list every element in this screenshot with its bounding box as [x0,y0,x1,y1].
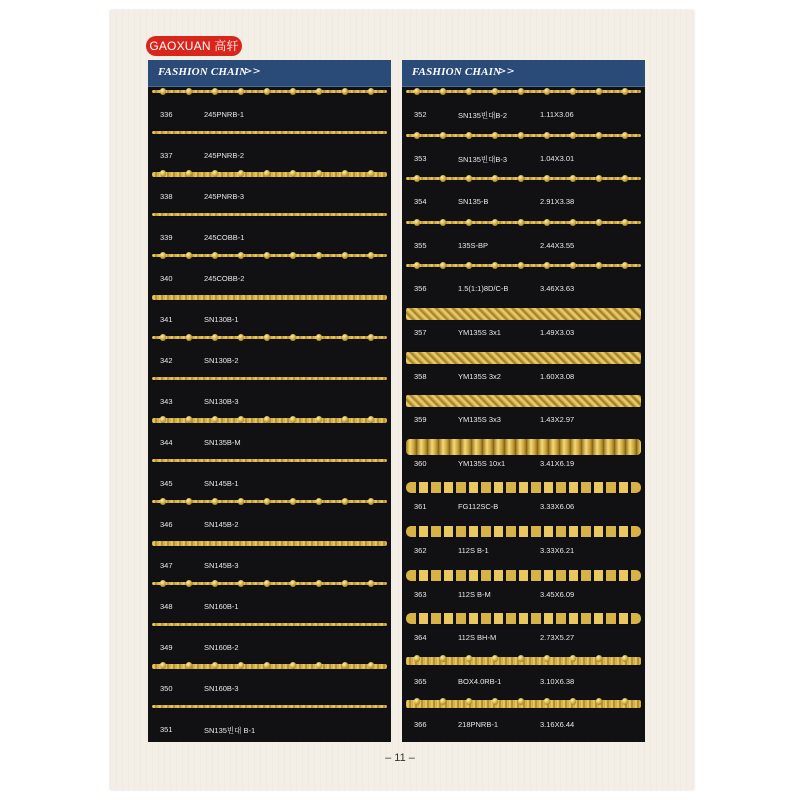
item-code: BOX4.0RB-1 [458,676,502,686]
item-number: 355 [414,240,427,250]
chain-bead [342,498,348,505]
brand-logo: GAOXUAN 高轩 [146,36,242,56]
chain-item [402,522,645,566]
chain-bead [368,416,374,423]
chain-bead [414,655,420,662]
chain-bead [316,170,322,177]
chain-bead [466,698,472,705]
chain-bead [544,698,550,705]
chain-bead [368,252,374,259]
item-size: 2.73X5.27 [540,633,575,643]
chain-photo [152,418,387,423]
chain-bead [622,655,628,662]
chain-photo [406,308,641,320]
chain-bead [238,498,244,505]
item-number: 342 [160,356,173,365]
chain-bead [492,698,498,705]
chain-photo [406,526,641,537]
chain-bead [160,88,166,95]
chain-bead [596,262,602,269]
chain-bead [264,334,270,341]
chain-item [402,609,645,653]
chain-bead [466,175,472,182]
chain-bead [596,175,602,182]
chain-bead [622,175,628,182]
chain-bead [264,88,270,95]
chain-bead [440,262,446,269]
chain-bead [440,88,446,95]
chain-item [402,653,645,697]
chain-bead [518,698,524,705]
chain-photo [406,352,641,364]
item-size: 1.60X3.08 [540,371,575,381]
item-code: SN130B-1 [204,315,239,324]
chain-item [148,291,391,332]
chain-photo [406,439,641,455]
panel-header [148,60,391,87]
item-code: FG112SC-B [458,502,499,512]
chain-photo [152,172,387,177]
chain-bead [518,655,524,662]
item-size: 3.45X6.09 [540,589,575,599]
chain-bead [316,580,322,587]
chain-photo [152,500,387,503]
item-number: 361 [414,502,427,512]
chain-bead [368,88,374,95]
chain-photo [406,570,641,581]
chain-item [402,348,645,392]
chain-bead [342,416,348,423]
page-number: – 11 – [385,752,415,764]
chain-bead [186,580,192,587]
chain-bead [518,175,524,182]
chain-photo [152,336,387,339]
item-code: SN145B-1 [204,479,239,488]
chain-bead [290,662,296,669]
chain-item [402,86,645,130]
chain-bead [212,88,218,95]
chain-bead [238,662,244,669]
chain-bead [290,498,296,505]
chain-bead [160,252,166,259]
item-code: SN130B-3 [204,397,239,406]
chain-item [148,86,391,127]
chain-bead [212,252,218,259]
item-code: SN135빈대B-3 [458,154,508,164]
chain-photo [406,395,641,407]
chain-photo [152,623,387,626]
chain-bead [238,416,244,423]
item-number: 359 [414,415,427,425]
chain-bead [518,132,524,139]
item-number: 343 [160,397,173,406]
chain-bead [622,262,628,269]
item-code: SN135빈대 B-1 [204,726,256,735]
chain-bead [186,170,192,177]
chain-bead [316,416,322,423]
chain-bead [316,334,322,341]
chain-bead [622,88,628,95]
chain-item [148,373,391,414]
chain-photo [406,482,641,493]
chain-bead [160,498,166,505]
chain-item [402,478,645,522]
item-code: YM135S 3x3 [458,415,501,425]
chain-bead [290,416,296,423]
chain-photo [152,90,387,93]
item-size: 1.49X3.03 [540,328,575,337]
item-code: SN145B-3 [204,561,239,570]
chain-bead [414,219,420,226]
chain-item [148,619,391,660]
chain-item [148,701,391,742]
chain-photo [152,254,387,257]
item-size: 1.11X3.06 [540,110,574,119]
chain-bead [544,219,550,226]
item-size: 1.04X3.01 [540,153,575,163]
chain-bead [492,88,498,95]
chain-bead [440,698,446,705]
chain-item [148,250,391,291]
chain-bead [596,219,602,226]
item-code: 245COBB-1 [204,233,245,242]
chain-bead [570,262,576,269]
chain-bead [212,662,218,669]
chain-bead [342,170,348,177]
chain-bead [186,498,192,505]
chain-bead [264,580,270,587]
chain-bead [368,334,374,341]
chain-bead [212,170,218,177]
chain-bead [492,132,498,139]
item-number: 356 [414,284,427,294]
panel-header [402,60,645,87]
chain-photo [152,664,387,669]
item-number: 352 [414,110,427,119]
chain-bead [622,219,628,226]
chain-item [148,455,391,496]
chain-bead [212,580,218,587]
chain-bead [518,219,524,226]
item-number: 347 [160,561,173,570]
chain-bead [544,132,550,139]
item-code: 112S B-M [458,589,491,599]
chain-bead [238,88,244,95]
chain-bead [342,662,348,669]
item-number: 365 [414,676,427,686]
item-number: 338 [160,192,173,201]
chain-bead [492,175,498,182]
right-chain-panel [402,60,645,742]
chain-bead [160,334,166,341]
chain-bead [186,252,192,259]
chain-bead [414,175,420,182]
chain-bead [290,580,296,587]
chain-photo [406,264,641,267]
chain-bead [596,88,602,95]
panel-title: FASHION CHAIN [158,66,248,78]
chain-bead [414,88,420,95]
item-size: 3.16X6.44 [540,720,575,730]
chain-bead [316,88,322,95]
panel-title: FASHION CHAIN [412,66,502,78]
chain-bead [596,655,602,662]
item-number: 351 [160,725,173,734]
chain-bead [570,132,576,139]
chain-bead [160,416,166,423]
chain-item [148,578,391,619]
chain-bead [238,252,244,259]
chain-bead [186,662,192,669]
chain-bead [290,88,296,95]
item-number: 366 [414,720,427,730]
chain-bead [570,219,576,226]
chain-bead [570,175,576,182]
chain-bead [290,170,296,177]
chain-bead [518,262,524,269]
item-size: 2.91X3.38 [540,197,575,207]
chain-bead [160,170,166,177]
item-code: YM135S 10x1 [458,458,506,468]
chain-bead [238,334,244,341]
item-number: 354 [414,197,427,207]
chain-item [148,127,391,168]
chain-bead [518,88,524,95]
chain-photo [152,541,387,546]
chain-bead [466,219,472,226]
chain-bead [212,498,218,505]
item-code: SN160B-2 [204,643,239,652]
left-chain-panel [148,60,391,742]
chain-bead [316,498,322,505]
chain-bead [544,262,550,269]
chain-item [148,209,391,250]
chain-item [402,435,645,479]
chain-item [402,304,645,348]
chain-bead [264,416,270,423]
chain-bead [160,580,166,587]
chain-bead [414,132,420,139]
chain-bead [492,219,498,226]
item-number: 362 [414,546,427,555]
chain-bead [316,662,322,669]
chain-photo [152,213,387,216]
chain-bead [342,252,348,259]
item-number: 364 [414,633,427,643]
chain-item [148,537,391,578]
chain-bead [264,252,270,259]
chain-bead [186,88,192,95]
item-code: 245PNRB-1 [204,110,245,119]
chain-bead [238,580,244,587]
chain-bead [264,662,270,669]
item-code: YM135S 3x1 [458,328,501,337]
chain-item [402,173,645,217]
item-number: 336 [160,110,173,119]
chain-bead [414,262,420,269]
item-number: 363 [414,589,427,599]
chain-bead [368,498,374,505]
chain-photo [152,582,387,585]
chain-bead [212,416,218,423]
item-code: SN135빈대B-2 [458,111,508,120]
chain-bead [440,655,446,662]
item-size: 3.10X6.38 [540,676,575,686]
double-chevron-icon: >> [498,66,515,77]
chain-item [402,217,645,261]
chain-bead [466,262,472,269]
chain-bead [466,88,472,95]
chain-bead [290,252,296,259]
chain-bead [596,698,602,705]
chain-bead [264,170,270,177]
item-number: 350 [160,684,173,693]
chain-photo [406,134,641,137]
chain-bead [290,334,296,341]
item-code: SN135-B [458,197,489,207]
item-number: 345 [160,479,173,488]
chain-bead [440,175,446,182]
chain-item [148,414,391,455]
item-code: 245PNRB-2 [204,151,245,160]
item-size: 1.43X2.97 [540,415,575,425]
chain-bead [492,655,498,662]
chain-photo [406,657,641,665]
chain-item [148,660,391,701]
chain-photo [152,377,387,380]
chain-bead [186,416,192,423]
chain-bead [466,655,472,662]
chain-photo [406,221,641,224]
item-code: SN160B-1 [204,602,239,611]
chain-bead [414,698,420,705]
item-number: 340 [160,274,173,283]
chain-bead [368,170,374,177]
chain-photo [406,700,641,708]
chain-item [402,130,645,174]
chain-bead [440,132,446,139]
chain-item [402,566,645,610]
chain-bead [238,170,244,177]
chain-photo [406,90,641,93]
item-number: 348 [160,602,173,611]
chain-bead [368,662,374,669]
chain-bead [570,698,576,705]
chain-item [402,391,645,435]
item-size: 3.33X6.06 [540,502,575,512]
item-code: 112S B-1 [458,546,489,555]
item-size: 3.41X6.19 [540,458,575,468]
item-code: SN145B-2 [204,520,239,529]
chain-bead [492,262,498,269]
chain-item [148,496,391,537]
chain-photo [152,131,387,134]
chain-bead [466,132,472,139]
chain-bead [440,219,446,226]
chain-bead [342,580,348,587]
item-size: 3.46X3.63 [540,284,575,294]
chain-bead [212,334,218,341]
item-number: 357 [414,328,427,337]
item-code: SN135B-M [204,438,241,447]
item-code: 245PNRB-3 [204,192,245,201]
chain-photo [152,705,387,708]
item-number: 360 [414,458,427,468]
chain-bead [622,132,628,139]
chain-photo [152,459,387,462]
chain-item [148,332,391,373]
item-size: 2.44X3.55 [540,240,575,250]
item-code: 112S BH-M [458,633,497,643]
chain-bead [544,88,550,95]
item-size: 3.33X6.21 [540,546,575,555]
item-number: 344 [160,438,173,447]
chain-photo [152,295,387,300]
chain-bead [186,334,192,341]
chain-bead [368,580,374,587]
chain-item [148,168,391,209]
item-code: SN160B-3 [204,684,239,693]
item-number: 353 [414,153,427,163]
item-code: 218PNRB-1 [458,720,499,730]
chain-photo [406,613,641,624]
double-chevron-icon: >> [244,66,261,77]
chain-bead [570,88,576,95]
item-code: 245COBB-2 [204,274,245,283]
chain-photo [406,177,641,180]
chain-bead [342,334,348,341]
item-code: 135S-BP [458,240,489,250]
chain-item [402,696,645,740]
chain-bead [596,132,602,139]
chain-bead [544,175,550,182]
chain-bead [264,498,270,505]
chain-bead [622,698,628,705]
chain-bead [570,655,576,662]
item-code: SN130B-2 [204,356,239,365]
item-number: 358 [414,371,427,381]
item-number: 339 [160,233,173,242]
chain-bead [342,88,348,95]
item-number: 346 [160,520,173,529]
chain-bead [544,655,550,662]
chain-item [402,260,645,304]
item-number: 349 [160,643,173,652]
item-number: 341 [160,315,173,324]
chain-bead [160,662,166,669]
item-code: YM135S 3x2 [458,371,501,381]
item-number: 337 [160,151,173,160]
item-code: 1.5(1:1)8D/C-B [458,284,509,294]
chain-bead [316,252,322,259]
